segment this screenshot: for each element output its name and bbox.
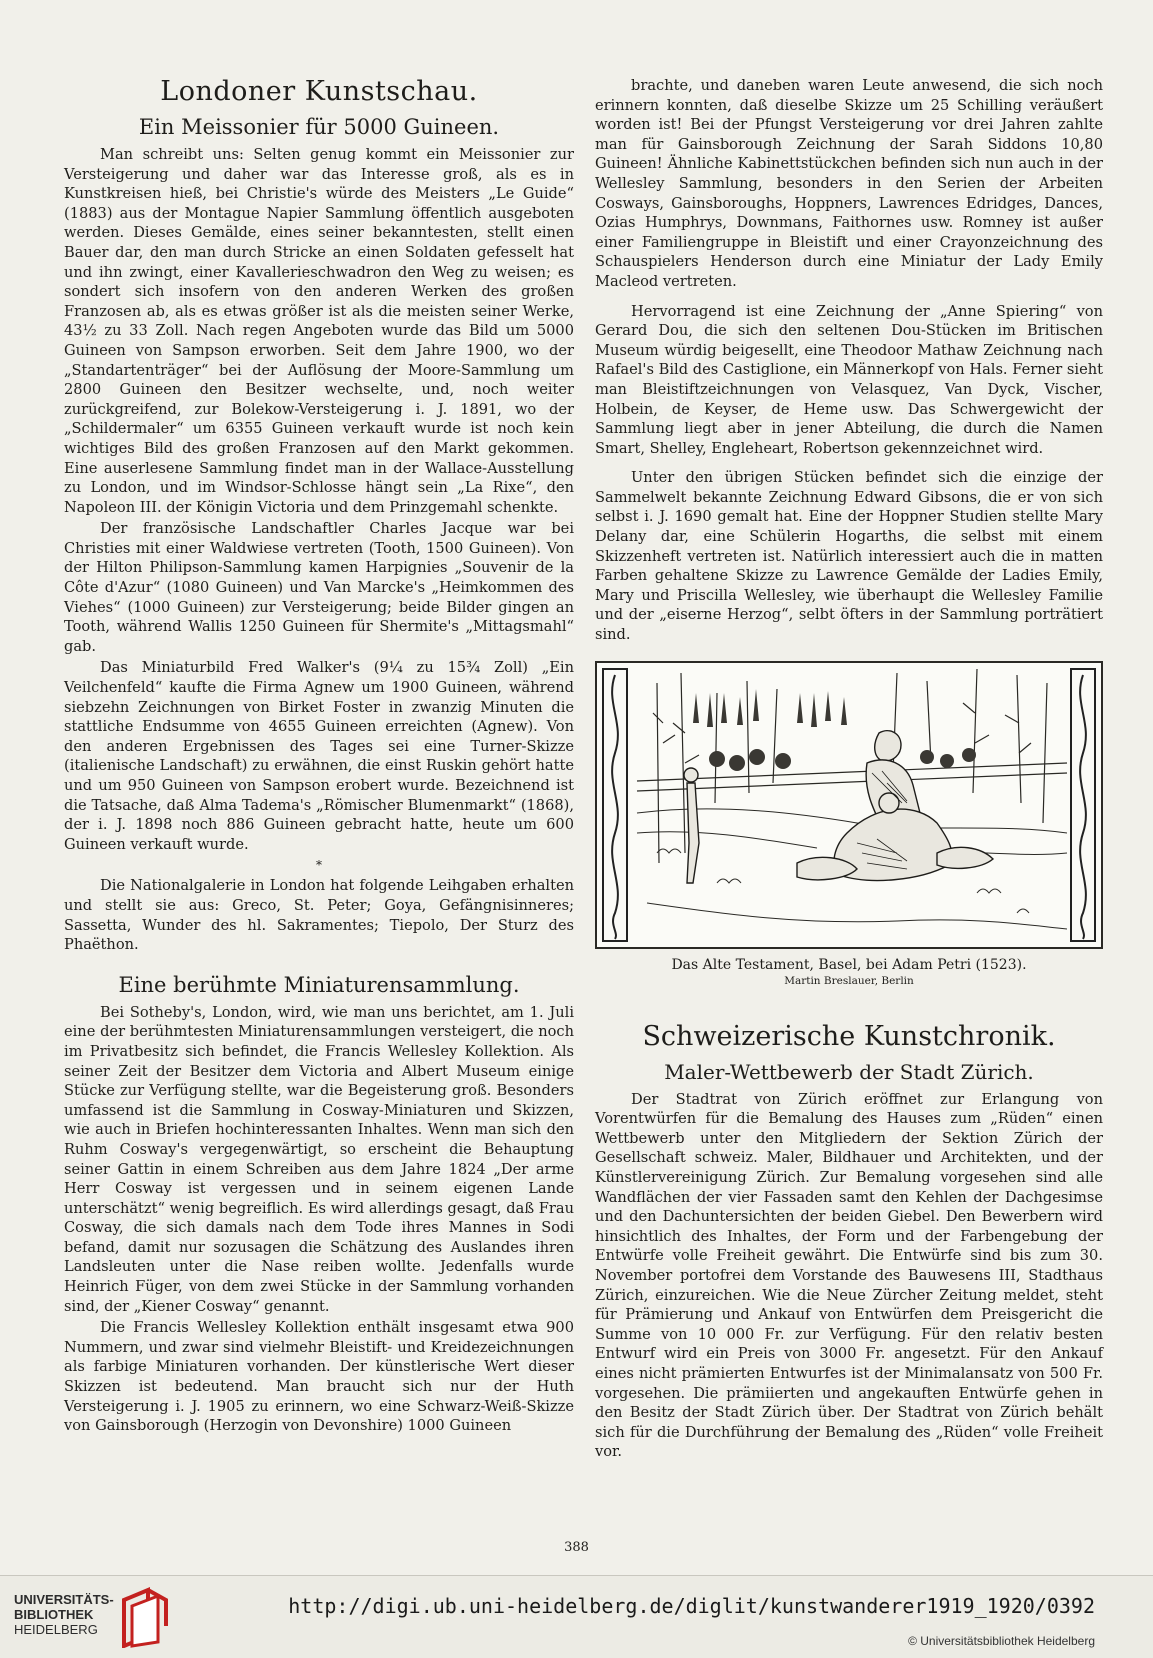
article-subtitle: Ein Meissonier für 5000 Guineen.	[138, 115, 500, 139]
page-number: 388	[564, 1540, 589, 1555]
paragraph: Der Stadtrat von Zürich eröffnet zur Erlangung von Vorentwürfen für die Bemalung des Hauses zum „Rüden“ einen Wettbewerb unter den Mitgliedern der Sektion Zürich der Gesellschaft schweiz. Maler, Bildhauer und Architekten, und der Künstlervereinigung Zürich. Zur Bemalung vorgesehen sind alle Wandflächen der vier Fassaden samt den Kehlen der Dachgesimse und den Dachuntersichten der beiden Giebel. Den Bewerbern wird hinsichtlich des Inhaltes, der Form und der Farbengebung der Entwürfe volle Freiheit gewährt. Die Entwürfe sind bis zum 30. November portofrei dem Vorstande des Bauwesens III, Stadthaus Zürich, einzureichen. Wie die Neue Zürcher Zeitung meldet, steht für Prämierung und Ankauf von Entwürfen dem Preisgericht die Summe von 10 000 Fr. zur Verfügung. Für den relativ besten Entwurf wird ein Preis von 3000 Fr. angesetzt. Für den Ankauf eines nicht prämierten Entwurfes ist der Minimalansatz von 500 Fr. vorgesehen. Die prämiierten und angekauften Entwürfe gehen in den Besitz der Stadt Zürich über. Der Stadtrat von Zürich behält sich für die Durchführung der Bemalung des „Rüden“ volle Freiheit vor.	[595, 1090, 1103, 1461]
woodcut-image	[597, 663, 1101, 947]
library-logo-icon	[118, 1586, 172, 1648]
section-title: Eine berühmte Miniaturensammlung.	[118, 972, 520, 997]
figure-credit: Martin Breslauer, Berlin	[784, 974, 914, 987]
section-separator: *	[316, 858, 322, 873]
paragraph: brachte, und daneben waren Leute anwesend, die sich noch erinnern konnten, daß dieselbe Skizze um 25 Schilling veräußert worden ist! Bei der Pfungst Versteigerung vor drei Jahren zahlte man für Gainsborough Zeichnung der Sarah Siddons 10,80 Guineen! Ähnliche Kabinettstückchen befinden sich nun auch in der Wellesley Sammlung, besonders in den Serien der Arbeiten Cosways, Gainsboroughs, Hoppners, Lawrences Edridges, Dances, Ozias Humphrys, Downmans, Faithornes usw. Romney ist außer einer Familiengruppe in Bleistift und einer Crayonzeichnung des Schauspielers Henderson durch eine Miniatur der Lady Emily Macleod vertreten.	[595, 77, 1103, 290]
permalink-url[interactable]: http://digi.ub.uni-heidelberg.de/diglit/kunstwanderer1919_1920/0392	[288, 1594, 1095, 1618]
paragraph: Hervorragend ist eine Zeichnung der „Anne Spiering“ von Gerard Dou, die sich den seltenen Dou-Stücken im Britischen Museum würdig beigesellt, eine Theodoor Mathaw Zeichnung nach Rafael's Bild des Castiglione, ein Männerkopf von Hals. Ferner sieht man Bleistiftzeichnungen von Velasquez, Van Dyck, Vischer, Holbein, de Keyser, de Heme usw. Das Schwergewicht der Sammlung liegt aber in jener Abteilung, die durch die Namen Smart, Shelley, Engleheart, Robertson gekennzeichnet wird.	[595, 302, 1103, 457]
right-column	[595, 76, 1103, 1462]
paragraph: Bei Sotheby's, London, wird, wie man uns berichtet, am 1. Juli eine der berühmtesten Miniaturensammlungen versteigert, die noch im Privatbesitz sich befindet, die Francis Wellesley Kollektion. Als seiner Zeit der Besitzer dem Victoria and Albert Museum einige Stücke zur Verfügung stellte, war die Begeisterung groß. Besonders umfassend ist die Sammlung in Cosway-Miniaturen und Skizzen, wie auch in Briefen hochinteressanten Inhaltes. Wenn man sich den Ruhm Cosway's vergegenwärtigt, so erscheint die Behauptung seiner Gattin in einem Schreiben aus dem Jahre 1824 „Der arme Herr Cosway ist vergessen und in seinem eigenen Lande unterschätzt“ wenig begreiflich. Es wird allerdings gesagt, daß Frau Cosway, die sich damals nach dem Tode ihres Mannes in Sodi befand, damit nur sozusagen die Schätzung des Auslandes ihren Landsleuten unter die Nase reiben wollte. Jedenfalls wurde Heinrich Füger, von dem zwei Stücke in der Sammlung vorhanden sind, der „Kiener Cosway“ genannt.	[64, 1003, 574, 1315]
section-title: Schweizerische Kunstchronik.	[642, 1020, 1056, 1052]
logo-line: HEIDELBERG	[14, 1622, 98, 1637]
left-column	[64, 76, 574, 1436]
paragraph: Unter den übrigen Stücken befindet sich die einzige der Sammelwelt bekannte Zeichnung Edward Gibsons, die er von sich selbst i. J. 1690 gemalt hat. Eine der Hoppner Studien stellte Mary Delany dar, eine Schülerin Hogarths, die selbst mit einem Skizzenheft vertreten ist. Natürlich interessiert auch die in matten Farben gehaltene Skizze zu Lawrence Gemälde der Ladies Emily, Mary und Priscilla Wellesley, wie überhaupt die Wellesley Familie und der „eiserne Herzog“, selbt öfters in der Sammlung porträtiert sind.	[595, 469, 1103, 644]
section-subtitle: Maler-Wettbewerb der Stadt Zürich.	[664, 1059, 1034, 1084]
paragraph: Das Miniaturbild Fred Walker's (9¼ zu 15¾ Zoll) „Ein Veilchenfeld“ kaufte die Firma Agnew um 1900 Guineen, während siebzehn Zeichnungen von Birket Foster in zwanzig Minuten die stattliche Endsumme von 4655 Guineen erreichten (Agnew). Von den anderen Ergebnissen des Tages sei eine Turner-Skizze (italienische Landschaft) zu erwähnen, die einst Ruskin gehört hatte und um 950 Guineen von Sampson erobert wurde. Bezeichnend ist die Tatsache, daß Alma Tadema's „Römischer Blumenmarkt“ (1868), der i. J. 1898 noch 886 Guineen gebracht hatte, heute um 600 Guineen verkauft wurde.	[64, 659, 574, 853]
woodcut-illustration	[595, 661, 1103, 949]
paragraph: Der französische Landschaftler Charles Jacque war bei Christies mit einer Waldwiese vertreten (Tooth, 1500 Guineen). Von der Hilton Philipson-Sammlung kamen Harpignies „Souvenir de la Côte d'Azur“ (1080 Guineen) und Van Marcke's „Heimkommen des Viehes“ (1000 Guineen) zur Versteigerung; beide Bilder gingen an Tooth, während Wallis 1250 Guineen für Shermite's „Mittagsmahl“ gab.	[64, 520, 574, 655]
paragraph: Die Nationalgalerie in London hat folgende Leihgaben erhalten und stellt sie aus: Greco, St. Peter; Goya, Gefängnisinneres; Sassetta, Wunder des hl. Sakramentes; Tiepolo, Der Sturz des Phaëthon.	[64, 877, 574, 954]
footer-bar	[0, 1575, 1153, 1658]
library-logo-text	[14, 1592, 114, 1637]
copyright-notice: © Universitätsbibliothek Heidelberg	[908, 1634, 1095, 1648]
logo-line: UNIVERSITÄTS-	[14, 1592, 114, 1607]
paragraph: Die Francis Wellesley Kollektion enthält insgesamt etwa 900 Nummern, und zwar sind vielmehr Bleistift- und Kreidezeichnungen als farbige Miniaturen vorhanden. Der künstlerische Wert dieser Skizzen ist bedeutend. Man braucht sich nur der Huth Versteigerung i. J. 1905 zu erinnern, wo eine Schwarz-Weiß-Skizze von Gainsborough (Herzogin von Devonshire) 1000 Guineen	[64, 1319, 574, 1435]
logo-line: BIBLIOTHEK	[14, 1607, 94, 1622]
figure-caption: Das Alte Testament, Basel, bei Adam Petri (1523).	[671, 956, 1027, 973]
paragraph: Man schreibt uns: Selten genug kommt ein Meissonier zur Versteigerung und daher war das Interesse groß, als es in Kunstkreisen hieß, bei Christie's würde des Meisters „Le Guide“ (1883) aus der Montague Napier Sammlung öffentlich ausgeboten werden. Dieses Gemälde, eines seiner bekanntesten, stellt einen Bauer dar, den man durch Stricke an einen Soldaten gefesselt hat und ihn zwingt, einer Kavallerieschwadron den Weg zu weisen; es sondert sich insofern von den anderen Werken des großen Franzosen ab, als es etwas größer ist als die meisten seiner Werke, 43½ zu 33 Zoll. Nach regen Angeboten wurde das Bild um 5000 Guineen von Sampson erworben. Seit dem Jahre 1900, wo der „Standartenträger“ bei der Auflösung der Moore-Sammlung um 2800 Guineen den Besitzer wechselte, und, noch weiter zurückgreifend, zur Bolekow-Versteigerung i. J. 1891, wo der „Schildermaler“ um 6355 Guineen verkauft wurde ist noch kein wichtiges Bild des großen Franzosen auf den Markt gekommen. Eine auserlesene Sammlung findet man in der Wallace-Ausstellung zu London, und im Windsor-Schlosse hängt sein „La Rixe“, den Napoleon III. der Königin Victoria und dem Prinzgemahl schenkte.	[64, 146, 574, 516]
article-title: Londoner Kunstschau.	[160, 76, 478, 107]
